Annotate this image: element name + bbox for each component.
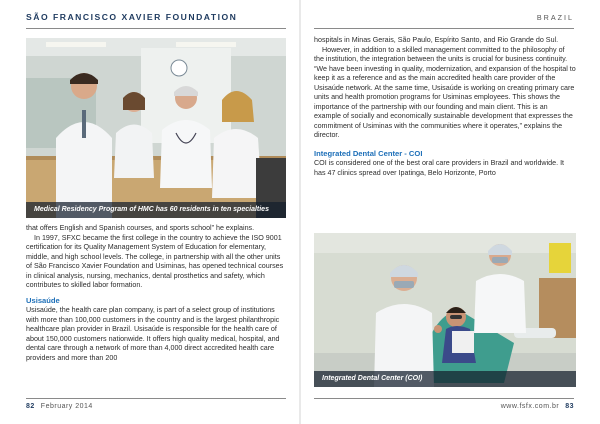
medical-residency-photo [26, 38, 286, 218]
dentists-illustration [314, 233, 576, 387]
right-footer [501, 403, 574, 410]
page-number: 82 [26, 403, 35, 410]
body-paragraph: that offers English and Spanish courses, and sports school” he explains. [26, 224, 255, 232]
usisaude-heading: Usisaúde [26, 295, 60, 305]
doctors-illustration [26, 38, 286, 218]
dental-center-photo [314, 233, 576, 387]
body-paragraph: However, in addition to a skilled management committed to the philosophy of the institution, the integration between the units is crucial for business continuity. “We have been investing in quality, modernization, and expansion of the hospital to keep it as a reference and as the main accredited health care provider of the Usisaúde network. At the same time, Usisaúde is working on creating primary care units and health promotion programs for Usiminas employees. This shows the importance of the partnership with our founding and main client. This is an example of socially and economically sustainable development that expresses the commitment of Usiminas with the communities where it operates,” explains the director. [314, 45, 576, 139]
coi-heading: Integrated Dental Center - COI [314, 148, 423, 158]
coi-paragraph: COI is considered one of the best oral care providers in Brazil and worldwide. It has 47 clinics spread over Ipatinga, Belo Horizonte, Porto [314, 159, 565, 177]
left-page-body [26, 224, 286, 363]
usisaude-paragraph: Usisaúde, the health care plan company, is part of a select group of institutions with more than 100,000 customers in the country and is the largest philanthropic healthcare plan provider in Brazil. Usisaúde is responsible for the health care of about 150,000 customers nationwide. It offers high quality medical, hospital, and dental care through a network of more than 4,000 direct accredited health care providers and more than 200 [26, 306, 280, 362]
right-page [300, 0, 600, 424]
medical-residency-caption: Medical Residency Program of HMC has 60 residents in ten specialties [26, 202, 286, 218]
issue-date: February 2014 [40, 403, 93, 410]
dental-center-caption: Integrated Dental Center (COI) [314, 371, 576, 387]
footer-rule [26, 398, 286, 399]
header-country: BRAZIL [536, 13, 574, 22]
body-paragraph: In 1997, SFXC became the first college in the country to achieve the ISO 9001 certification for its Quality Management System of Education for elementary, middle, and high school levels. The college, in partnership with all the other units of São Francisco Xavier Foundation and Usiminas, has opened technical courses in clinical analysis, nursing, mechanics, dental prosthetics and safety, which contributes to skilled labor formation. [26, 233, 284, 289]
page-number: 83 [565, 403, 574, 410]
header-rule [26, 28, 286, 29]
left-footer [26, 403, 93, 410]
header-foundation-title: SÃO FRANCISCO XAVIER FOUNDATION [26, 12, 238, 22]
right-page-body [314, 36, 576, 178]
footer-rule [314, 398, 574, 399]
header-rule [314, 28, 574, 29]
website-url: www.fsfx.com.br [500, 403, 560, 410]
body-paragraph: hospitals in Minas Gerais, São Paulo, Espírito Santo, and Rio Grande do Sul. [314, 36, 559, 44]
